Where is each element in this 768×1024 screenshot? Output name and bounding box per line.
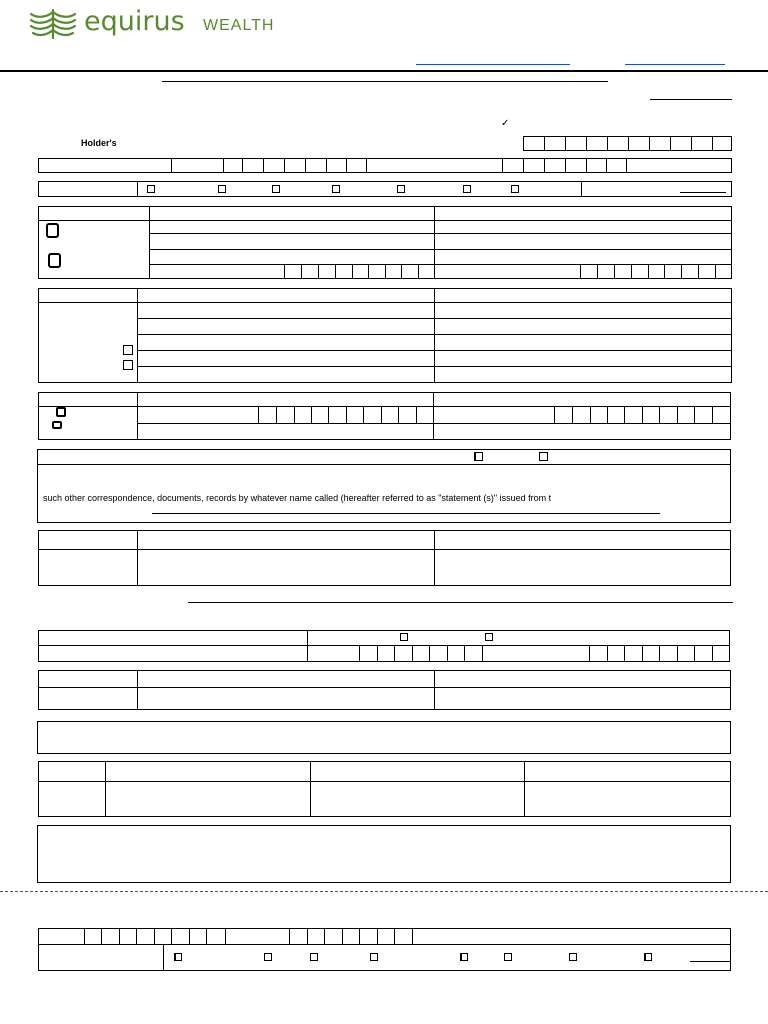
phone-cells-right xyxy=(554,406,731,423)
option-checkbox-b2[interactable] xyxy=(123,360,133,370)
tick-mark: ✓ xyxy=(501,118,510,129)
slip-other-rule xyxy=(690,961,730,962)
section-j[interactable] xyxy=(37,825,731,883)
category-checkbox-7[interactable] xyxy=(511,185,519,193)
option-checkbox-f1[interactable] xyxy=(400,633,408,641)
pin-cells-right xyxy=(580,264,732,279)
title-rule xyxy=(162,81,608,82)
slip-checkbox-5[interactable] xyxy=(460,953,468,961)
section-h[interactable] xyxy=(37,721,731,754)
statement-text: such other correspondence, documents, records by whatever name called (hereafter referred to as "statement (s)" issued from t xyxy=(43,493,552,503)
slip-cells-1 xyxy=(84,928,225,944)
slip-checkbox-2[interactable] xyxy=(264,953,272,961)
section-statement xyxy=(37,449,731,523)
code-cells-right xyxy=(589,645,730,662)
section-g xyxy=(38,670,731,710)
wave-logo-icon xyxy=(28,8,78,40)
code-cells-left xyxy=(359,645,500,662)
category-checkbox-4[interactable] xyxy=(332,185,340,193)
section-rule xyxy=(188,602,733,603)
brand-sub: WEALTH xyxy=(203,17,275,34)
option-checkbox-b1[interactable] xyxy=(123,345,133,355)
slip-checkbox-3[interactable] xyxy=(310,953,318,961)
account-number-cells xyxy=(523,136,732,151)
brand-logo xyxy=(28,8,278,42)
section-i xyxy=(38,761,731,817)
option-checkbox-f2[interactable] xyxy=(485,633,493,641)
brand-name: equirus xyxy=(84,6,185,37)
slip-checkbox-6[interactable] xyxy=(504,953,512,961)
option-checkbox-c1[interactable] xyxy=(56,407,66,417)
slip-checkbox-8[interactable] xyxy=(644,953,652,961)
category-checkbox-6[interactable] xyxy=(463,185,471,193)
option-checkbox-a2[interactable] xyxy=(48,253,61,268)
date-rule xyxy=(650,99,732,100)
slip-checkbox-1[interactable] xyxy=(174,953,182,961)
category-checkbox-5[interactable] xyxy=(397,185,405,193)
category-checkbox-2[interactable] xyxy=(218,185,226,193)
header-rule xyxy=(0,70,768,72)
section-e xyxy=(38,530,731,586)
pin-cells-left xyxy=(284,264,434,279)
link-underline-2[interactable] xyxy=(625,64,725,65)
cut-line xyxy=(0,891,768,892)
statement-checkbox-1[interactable] xyxy=(474,452,483,461)
holder-label: Holder's xyxy=(81,138,117,148)
category-checkbox-3[interactable] xyxy=(272,185,280,193)
name-row-cells xyxy=(38,158,732,173)
category-row xyxy=(38,181,732,197)
slip-checkbox-7[interactable] xyxy=(569,953,577,961)
option-checkbox-a1[interactable] xyxy=(46,223,59,238)
other-rule xyxy=(680,192,726,193)
option-checkbox-c2[interactable] xyxy=(52,421,62,429)
phone-cells-left xyxy=(258,406,433,423)
slip-cells-2 xyxy=(225,928,431,944)
statement-rule xyxy=(152,513,660,514)
statement-checkbox-2[interactable] xyxy=(539,452,548,461)
link-underline-1[interactable] xyxy=(416,64,570,65)
slip-checkbox-4[interactable] xyxy=(370,953,378,961)
category-checkbox-1[interactable] xyxy=(147,185,155,193)
